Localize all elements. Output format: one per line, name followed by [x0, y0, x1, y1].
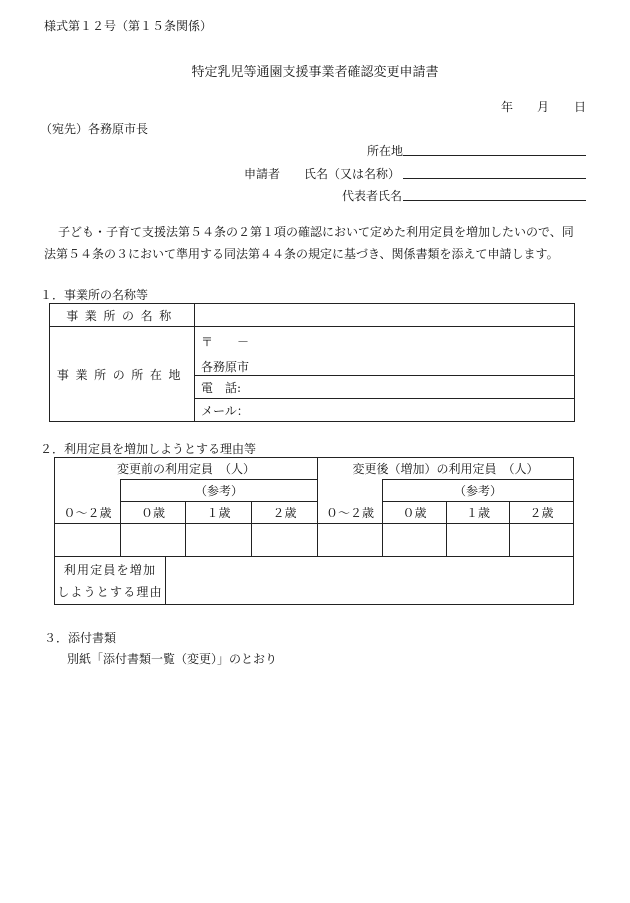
after-age-2-header: ２歳	[510, 502, 574, 524]
after-age-0-2-value[interactable]	[318, 524, 383, 557]
before-age-2-value[interactable]	[252, 524, 318, 557]
document-title: 特定乳児等通園支援事業者確認変更申請書	[191, 65, 439, 80]
city-name: 各務原市	[201, 360, 250, 374]
before-age-2-header: ２歳	[252, 502, 318, 524]
name-label: 氏名（又は名称）	[304, 167, 401, 181]
after-reference-header: （参考）	[383, 480, 574, 502]
section2-heading: ２．利用定員を増加しようとする理由等	[40, 442, 257, 456]
after-age-0-2-header: ０～２歳	[318, 502, 383, 524]
email-label: メール：	[201, 403, 249, 418]
date-day-label: 日	[574, 100, 587, 114]
before-age-0-value[interactable]	[121, 524, 186, 557]
reason-label: 利用定員を増加 しようとする理由	[55, 557, 166, 604]
facility-location-label: 事業所の所在地	[50, 327, 195, 422]
representative-label: 代表者氏名	[342, 189, 403, 203]
attachments-text: 別紙「添付書類一覧（変更）」のとおり	[67, 652, 278, 666]
body-text-line-1: 子ども・子育て支援法第５４条の２第１項の確認において定めた利用定員を増加したいので、同	[58, 225, 574, 239]
applicant-label: 申請者	[244, 167, 281, 181]
date-year-label: 年	[501, 100, 514, 114]
address-label: 所在地	[367, 144, 404, 158]
telephone-field[interactable]	[195, 376, 575, 399]
after-age-2-value[interactable]	[510, 524, 574, 557]
name-field[interactable]	[403, 178, 586, 179]
before-age-0-2-value[interactable]	[55, 524, 121, 557]
before-age-0-header: ０歳	[121, 502, 186, 524]
before-age-1-header: １歳	[186, 502, 252, 524]
before-reference-header: （参考）	[121, 480, 318, 502]
after-blank-cell	[318, 480, 383, 502]
postal-code-mark: 〒 －	[201, 335, 250, 349]
address-field[interactable]	[403, 155, 586, 156]
reason-row	[55, 557, 574, 605]
form-number: 様式第１２号（第１５条関係）	[44, 19, 213, 33]
before-age-1-value[interactable]	[186, 524, 252, 557]
body-text-line-2: 法第５４条の３において準用する同法第４４条の規定に基づき、関係書類を添えて申請します。	[44, 247, 559, 261]
telephone-label: 電 話:	[201, 380, 242, 395]
addressee: （宛先）各務原市長	[40, 122, 149, 136]
section1-heading: １．事業所の名称等	[40, 288, 149, 302]
before-capacity-header: 変更前の利用定員 （人）	[55, 458, 318, 480]
after-age-1-header: １歳	[447, 502, 510, 524]
date-month-label: 月	[537, 100, 550, 114]
before-blank-cell	[55, 480, 121, 502]
facility-name-field[interactable]	[195, 304, 575, 327]
after-age-0-value[interactable]	[383, 524, 447, 557]
after-capacity-header: 変更後（増加）の利用定員 （人）	[318, 458, 574, 480]
facility-table	[49, 303, 575, 422]
facility-name-label: 事業所の名称	[50, 304, 195, 327]
reason-field[interactable]	[166, 557, 573, 604]
representative-field[interactable]	[403, 200, 586, 201]
capacity-table	[54, 457, 574, 605]
section3-heading: ３．添付書類	[44, 631, 117, 645]
facility-address-field[interactable]	[195, 327, 575, 376]
after-age-0-header: ０歳	[383, 502, 447, 524]
after-age-1-value[interactable]	[447, 524, 510, 557]
email-field[interactable]	[195, 399, 575, 422]
before-age-0-2-header: ０～２歳	[55, 502, 121, 524]
